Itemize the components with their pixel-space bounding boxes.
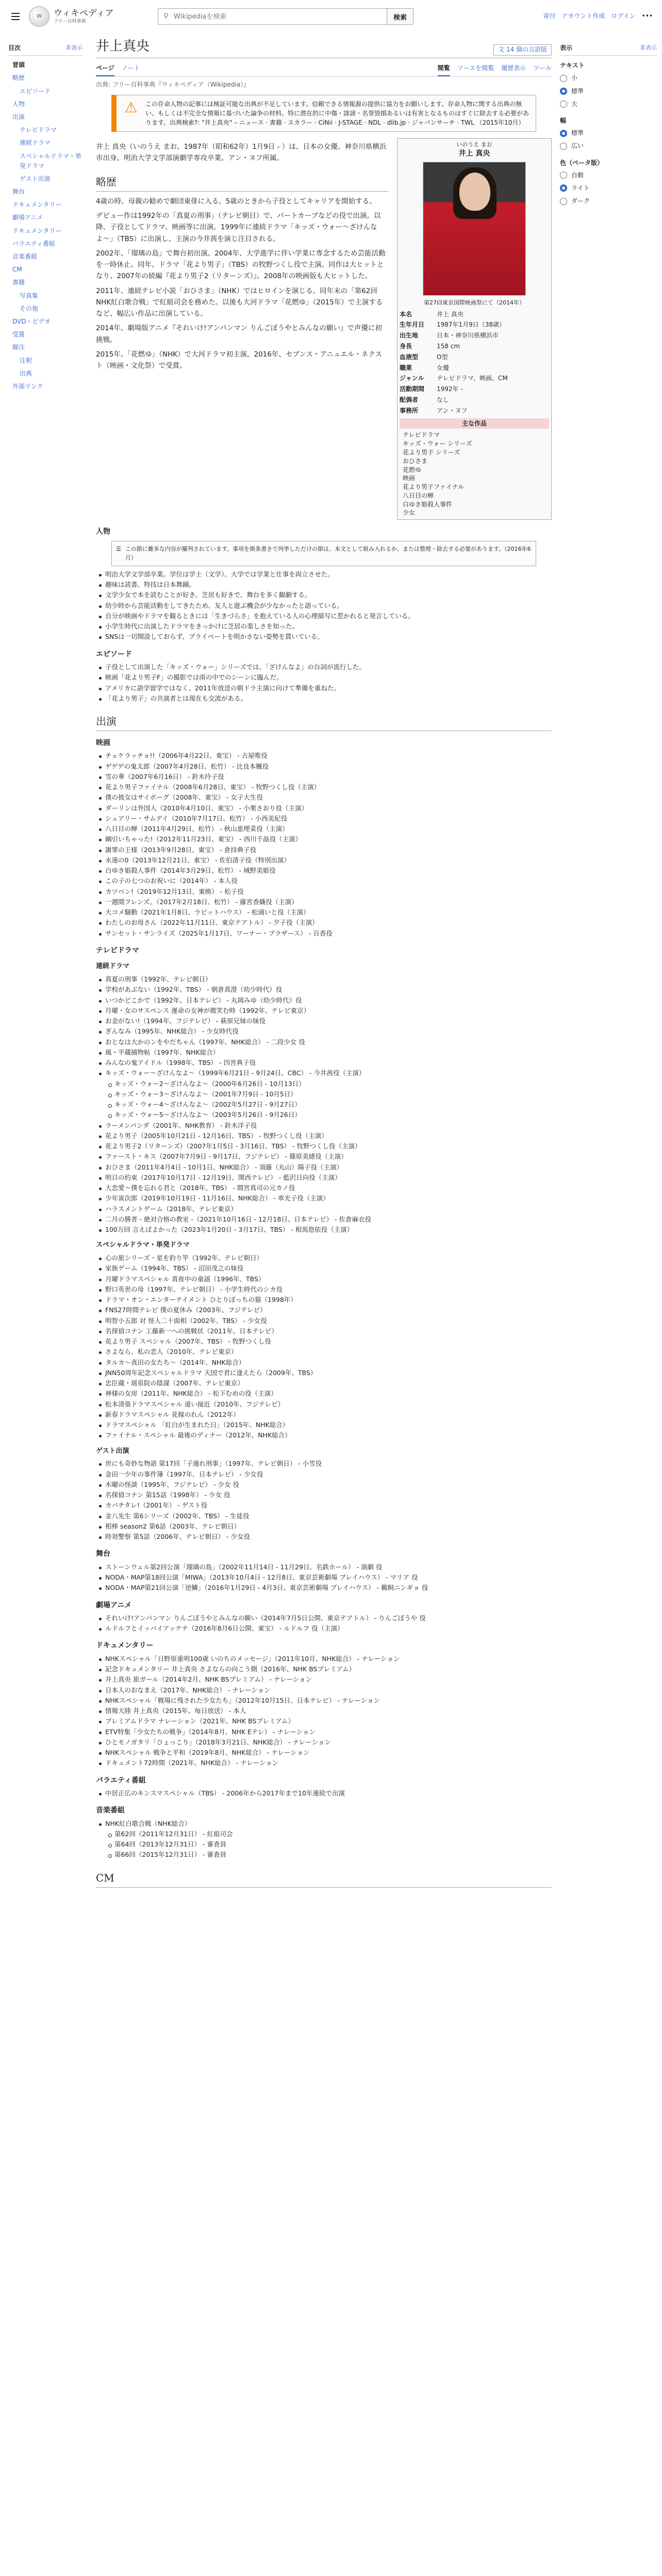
serial-drama-item: 二月の勝者 - 絶対合格の教室 -（2021年10月16日 - 12月18日、日本テレビ） - 佐倉麻衣役 xyxy=(96,1214,552,1225)
width-option[interactable] xyxy=(560,127,657,140)
radio-button[interactable] xyxy=(560,143,567,150)
documentary-item: NHKスペシャル「日野原重明100歳 いのちのメッセージ」（2011年10月、NHK総合） - ナレーション xyxy=(96,1654,552,1664)
search-box xyxy=(158,8,413,25)
serial-drama-item: 少年寅次郎（2019年10月19日 - 11月16日、NHK総合） - 車光子役（主演） xyxy=(96,1193,552,1204)
infobox-row xyxy=(400,373,549,384)
serial-drama-list xyxy=(96,974,552,1235)
film-item: サンセット・サンライズ（2025年1月17日、ワーナー・ブラザース） - 百香役 xyxy=(96,928,552,939)
serial-drama-item: 明日の約束（2017年10月17日 - 12月19日、関西テレビ） - 藍沢日向役（主演） xyxy=(96,1173,552,1183)
main-menu-icon[interactable] xyxy=(7,8,24,25)
guest-item: 木曜の怪談（1995年、フジテレビ） - 少女 役 xyxy=(96,1480,552,1490)
search-icon: ⚲ xyxy=(163,12,169,20)
film-item: 謝罪の王様（2013年9月28日、東宝） - 倉持典子役 xyxy=(96,845,552,855)
page-tabs xyxy=(96,61,552,77)
music-item: 第66回（2015年12月31日） - 審査員 xyxy=(96,1850,552,1860)
episode-item: 「花より男子」の共演者とは現在も交流がある。 xyxy=(96,693,552,704)
documentary-item: プレミアムドラマ ナレーション（2021年、NHK BSプレミアム） xyxy=(96,1716,552,1726)
list-icon: ☰ xyxy=(116,545,121,552)
infobox-key: 事務所 xyxy=(400,406,419,414)
infobox-value: なし xyxy=(437,396,450,403)
top-header xyxy=(0,0,662,33)
infobox-row xyxy=(400,319,549,330)
special-drama-item: ドラマスペシャル 「紅白が生まれた日」（2015年、NHK総合） xyxy=(96,1420,552,1430)
text-size-option[interactable] xyxy=(560,98,657,111)
toc-item[interactable]: 舞台 xyxy=(12,188,25,196)
toc-list xyxy=(8,59,82,393)
infobox-row xyxy=(400,363,549,374)
anime-list xyxy=(96,1613,552,1634)
infobox-key: 血液型 xyxy=(400,353,419,361)
toc-item[interactable]: ドキュメンタリー xyxy=(12,227,62,234)
person-item: 自分が映画やドラマを観るときには「生きづらさ」を抱えている人の心理描写に惹かれると発言している。 xyxy=(96,611,552,621)
serial-drama-item: 大恋愛〜僕を忘れる君と（2018年、TBS） - 間宮真司の元カノ役 xyxy=(96,1183,552,1193)
search-button[interactable]: 検索 xyxy=(387,9,413,24)
career-paragraph: 4歳の時、母親の勧めで劇団東俳に入る。5歳のときから子役としてキャリアを開始する。 xyxy=(96,197,376,206)
serial-drama-item: 学校があぶない（1992年、TBS） - 朝倉真澄（幼少時代）役 xyxy=(96,985,552,995)
infobox-row xyxy=(400,384,549,395)
tab-view-source[interactable]: ソースを閲覧 xyxy=(457,64,494,72)
film-item: 永遠の0（2013年12月21日、東宝） - 佐伯清子役（特別出演） xyxy=(96,855,552,866)
tab-history[interactable]: 履歴表示 xyxy=(501,64,526,72)
film-item: 一週間フレンズ。（2017年2月18日、松竹） - 藤宮香織役（主演） xyxy=(96,897,552,907)
stage-item: NODA・MAP第21回公演「逆鱗」（2016年1月29日 - 4月3日、東京芸術劇場 プレイハウス） - 鵜飼ニンギョ 役 xyxy=(96,1583,552,1593)
section-heading-documentary: ドキュメンタリー xyxy=(96,1641,154,1650)
option-label: 標準 xyxy=(571,129,584,137)
infobox-value: O型 xyxy=(437,353,448,361)
film-item: ダーリンは外国人（2010年4月10日、東宝） - 小栗さおり役（主演） xyxy=(96,803,552,814)
toc-item[interactable]: 劇場アニメ xyxy=(12,214,43,222)
option-label: 広い xyxy=(571,142,584,150)
infobox-key: ジャンル xyxy=(400,375,424,382)
documentary-item: NHKスペシャル「戦場に残された少女たち」（2012年10月15日、日本テレビ） - ナレーション xyxy=(96,1696,552,1706)
serial-drama-item: おとなは大かのンをやだちゃん（1997年、NHK総合） - 二段少女 役 xyxy=(96,1037,552,1047)
tab-talk[interactable]: ノート xyxy=(121,64,140,72)
serial-drama-item: ハラスメントゲーム（2018年、テレビ東京） xyxy=(96,1204,552,1214)
infobox-value: 日本・神奈川県横浜市 xyxy=(437,332,499,340)
infobox-key: 出生地 xyxy=(400,332,419,340)
tab-tools[interactable]: ツール xyxy=(533,64,552,72)
film-item: ゲゲゲの鬼太郎（2007年4月28日、松竹） - 比良本楓役 xyxy=(96,761,552,772)
career-paragraph: 2011年、連続テレビ小説「おひさま」（NHK）ではヒロインを演じる。同年末の「第62回NHK紅白歌合戦」で紅組司会を務めた。以後も大河ドラマ「花燃ゆ」（2015年）で主演するなど、幅広い作品に出演している。 xyxy=(96,286,383,318)
documentary-item: 日本人のおなまえ（2017年、NHK総合） - ナレーション xyxy=(96,1685,552,1696)
special-drama-item: 名探偵コナン 工藤新一への挑戦状（2011年、日本テレビ） xyxy=(96,1326,552,1336)
option-label: ダーク xyxy=(571,197,590,205)
special-drama-item: 忠臣蔵・瑶泉院の陰謀（2007年、テレビ東京） xyxy=(96,1378,552,1388)
toc-item[interactable]: CM xyxy=(12,266,22,274)
career-paragraph: 2002年、「瑠璃の島」で舞台初出演。2004年、大学進学に伴い学業に専念するため芸能活動を一時休止。同年、ドラマ「花より男子」（TBS）の牧野つくし役で主演。同作は大ヒットとなり、2007年の続編『花より男子2（リターンズ）』、2008年の映画版も大ヒットした。 xyxy=(96,249,386,281)
person-list xyxy=(96,569,552,642)
anime-item: それいけ!アンパンマン りんごぼうやとみんなの願い（2014年7月5日公開、東京テアトル） - りんごぼうや 役 xyxy=(96,1613,552,1623)
stage-item: ストーンウェル第2回公演「瑠璃の島」（2002年11月14日 - 11月29日、名鉄ホール） - 演劇 役 xyxy=(96,1562,552,1572)
tab-page[interactable]: ページ xyxy=(96,61,114,76)
color-option[interactable] xyxy=(560,182,657,195)
special-drama-item: タルカ〜真田の女たち〜（2014年、NHK総合） xyxy=(96,1358,552,1368)
special-drama-item: 家族ゲーム（1994年、TBS） - 沼田茂之の妹役 xyxy=(96,1263,552,1274)
infobox-row xyxy=(400,309,549,320)
film-list xyxy=(96,751,552,939)
infobox-value: アン・ヌフ xyxy=(437,406,468,414)
infobox-key: 活動期間 xyxy=(400,385,425,393)
toc-item[interactable]: 冒頭 xyxy=(12,61,25,69)
film-item: カツベン!（2019年12月13日、東映） - 松子役 xyxy=(96,887,552,897)
citation-warning-box xyxy=(111,95,536,132)
toc-item[interactable]: DVD・ビデオ xyxy=(12,317,51,325)
special-drama-item: 花より男子 スペシャル（2007年、TBS） - 牧野つくし役 xyxy=(96,1336,552,1347)
section-heading-career: 略歴 xyxy=(96,174,389,192)
color-option[interactable] xyxy=(560,169,657,182)
infobox-key: 生年月日 xyxy=(400,321,425,329)
serial-drama-item: おひさま（2011年4月4日 - 10月1日、NHK総合） - 須藤（丸山）陽子役（主演） xyxy=(96,1162,552,1173)
infobox-key: 職業 xyxy=(400,364,412,371)
radio-button[interactable] xyxy=(560,184,567,192)
section-heading-anime: 劇場アニメ xyxy=(96,1601,132,1609)
variety-list xyxy=(96,1788,552,1799)
section-heading-variety: バラエティ番組 xyxy=(96,1776,146,1785)
infobox-row xyxy=(400,405,549,416)
more-menu-icon[interactable]: ••• xyxy=(641,12,653,20)
serial-drama-item: 100万回 言えばよかった（2023年1月20日 - 3月17日、TBS） - 相馬悠依役（主演） xyxy=(96,1225,552,1235)
serial-drama-item: ラーメンパンダ（2001年、NHK教育） - 鈴木洋子役 xyxy=(96,1121,552,1131)
infobox-value: 女優 xyxy=(437,364,450,371)
source-note: 出典: フリー百科事典『ウィキペディア（Wikipedia）』 xyxy=(96,80,250,88)
serial-drama-item: キッズ・ウォー3〜ざけんなよ〜（2001年7月9日 - 10月5日） xyxy=(96,1089,552,1099)
person-item: 文学少女で本を読むことが好き。芝居も好きで、舞台を多く観劇する。 xyxy=(96,590,552,600)
option-label: 自動 xyxy=(571,171,584,179)
infobox-key: 身長 xyxy=(400,342,412,350)
toc-item[interactable]: ドキュメンタリー xyxy=(12,201,62,209)
serial-drama-item: お金がない!（1994年、フジテレビ） - 萩原兄妹の妹役 xyxy=(96,1016,552,1026)
music-item: NHK紅白歌合戦（NHK総合） xyxy=(96,1819,552,1829)
search-input[interactable] xyxy=(174,13,387,21)
person-item: 幼少時から芸能活動をしてきたため、友人と遊ぶ機会が少なかったと語っている。 xyxy=(96,601,552,611)
special-drama-item: 松本清張ドラマスペシャル 遠い接近（2010年、フジテレビ） xyxy=(96,1399,552,1410)
infobox-key: 配偶者 xyxy=(400,396,419,403)
career-paragraph: デビュー作は1992年の「真夏の刑事」（テレビ朝日）で、パートカーブなどの役で出演。以降、子役としてドラマ、映画等に出演。1999年に連続ドラマ「キッズ・ウォー〜ざけんなよ〜」（TBS）に出演し、主演の今井茜を演じ注目される。 xyxy=(96,211,381,243)
cleanup-notice xyxy=(111,541,536,566)
serial-drama-item: 風・平蔵捕物帖（1997年、NHK総合） xyxy=(96,1047,552,1058)
film-item: シュアリー・サムデイ（2010年7月17日、松竹） - 小西美紀役 xyxy=(96,814,552,824)
person-item: 趣味は読書、特技は日本舞踊。 xyxy=(96,580,552,590)
serial-drama-item: ぎんなみ（1995年、NHK総合） - 少女時代役 xyxy=(96,1026,552,1037)
stage-item: NODA・MAP第18回公演「MIWA」（2013年10月4日 - 12月8日、東京芸術劇場 プレイハウス） - マリア 役 xyxy=(96,1572,552,1583)
option-label: 大 xyxy=(571,100,578,108)
infobox-row xyxy=(400,352,549,363)
section-heading-tv-drama: テレビドラマ xyxy=(96,946,139,955)
film-item: 雪の華（2007年6月16日） - 鈴木玲子役 xyxy=(96,772,552,782)
toc-item[interactable]: ゲスト出演 xyxy=(20,175,51,182)
language-button[interactable]: 文 14 個の言語版 xyxy=(493,44,552,56)
person-item: 小学生時代に出演したドラマをきっかけに芝居の楽しさを知った。 xyxy=(96,621,552,632)
toc-item[interactable]: その他 xyxy=(20,304,39,312)
toc-item[interactable]: 写真集 xyxy=(20,292,39,299)
toc-item[interactable]: 略歴 xyxy=(12,74,25,82)
film-item: 花より男子ファイナル（2008年6月28日、東宝） - 牧野つくし役（主演） xyxy=(96,782,552,792)
user-links xyxy=(543,11,653,21)
toc-item[interactable]: 外部リンク xyxy=(12,382,43,390)
guest-item: 相棒 season2 第6話（2003年、テレビ朝日） xyxy=(96,1521,552,1532)
section-heading-films: 映画 xyxy=(96,739,110,747)
cleanup-notice-text: この節に雑多な内容が羅列されています。事項を箇条書きで列挙しただけの節は、本文として組み入れるか、または整理・除去する必要があります。（2016年6月） xyxy=(125,545,531,562)
portrait-caption: 第27回東京国際映画祭にて（2014年） xyxy=(424,299,525,307)
episode-item: 子役として出演した「キッズ・ウォー」シリーズでは、「ざけんなよ」の台詞が流行した。 xyxy=(96,662,552,672)
serial-drama-item: キッズ・ウォー5〜ざけんなよ〜（2003年5月26日 - 9月26日） xyxy=(96,1110,552,1120)
toc-item[interactable]: 脚注 xyxy=(12,344,25,351)
serial-drama-item: 花より男子2（リターンズ）（2007年1月5日 - 3月16日、TBS） - 牧野つくし役（主演） xyxy=(96,1141,552,1151)
color-option[interactable] xyxy=(560,195,657,208)
infobox-key: 本名 xyxy=(400,310,412,318)
option-label: ライト xyxy=(571,184,590,192)
serial-drama-item: キッズ・ウォー4〜ざけんなよ〜（2002年5月27日 - 9月27日） xyxy=(96,1099,552,1110)
infobox-value: 158 cm xyxy=(437,342,460,350)
special-drama-item: 心の旅シリーズ・星を釣り竿（1992年、テレビ朝日） xyxy=(96,1253,552,1263)
infobox-value: テレビドラマ、映画、CM xyxy=(437,375,508,382)
citation-warning-text: この存命人物の記事には検証可能な出典が不足しています。信頼できる情報源の提供に協力をお願いします。存命人物に関する出典の無い、もしくは不完全な情報に基づいた論争の材料、特に潜在的に中傷・誹謗・名誉毀損あるいは有害となるものはすぐに除去する必要があります。出典検索?: "井上真央" – ニュース · 書籍 · スカラー · CiNii · J-STAGE · NDL · dlib.jp · ジャパンサーチ · TWL （2015年10月） xyxy=(145,100,529,127)
infobox-row xyxy=(400,395,549,405)
option-label: 標準 xyxy=(571,87,584,95)
guest-item: カバチタレ!（2001年） - ゲスト役 xyxy=(96,1500,552,1511)
special-drama-item: FNS27時間テレビ 僕の夏休み（2003年、フジテレビ） xyxy=(96,1305,552,1315)
width-label: 幅 xyxy=(560,116,567,124)
toc-sidebar xyxy=(0,41,82,393)
guest-item: 名探偵コナン 第15話（1998年） - 少女 役 xyxy=(96,1490,552,1500)
radio-button[interactable] xyxy=(560,88,567,95)
career-paragraph: 2014年、劇場版アニメ『それいけ!アンパンマン りんごぼうやとみんなの願い』で声優に初挑戦。 xyxy=(96,324,382,344)
special-drama-item: 新春ドラマスペシャル 花嫁のれん（2012年） xyxy=(96,1410,552,1420)
toc-item[interactable]: バラエティ番組 xyxy=(12,240,56,247)
special-drama-item: 神様の女房（2011年、NHK総合） - 松下むめの役（主演） xyxy=(96,1388,552,1399)
toc-hide-button[interactable]: 非表示 xyxy=(65,44,82,51)
episode-list xyxy=(96,662,552,704)
film-item: この子の七つのお祝いに（2014年） - 本人役 xyxy=(96,876,552,886)
appearance-panel xyxy=(560,41,657,208)
special-drama-item: 明智小五郎 対 怪人二十面相（2002年、TBS） - 少女役 xyxy=(96,1316,552,1326)
color-label: 色（ベータ版） xyxy=(560,159,604,166)
tab-read[interactable]: 閲覧 xyxy=(438,61,450,76)
infobox-works-heading: 主な作品 xyxy=(400,418,549,429)
special-drama-item: 月曜ドラマスペシャル 真夜中の童謡（1996年、TBS） xyxy=(96,1274,552,1284)
guest-item: 金八先生 第6シリーズ（2002年、TBS） - 生徒役 xyxy=(96,1511,552,1521)
option-label: 小 xyxy=(571,74,578,82)
toc-item[interactable]: テレビドラマ xyxy=(20,126,57,134)
section-heading-person: 人物 xyxy=(96,528,110,536)
text-size-option[interactable] xyxy=(560,72,657,84)
guest-item: 金田一少年の事件簿（1997年、日本テレビ） - 少女役 xyxy=(96,1469,552,1480)
section-heading-stage: 舞台 xyxy=(96,1550,110,1558)
infobox-kana: いのうえ まお xyxy=(456,141,492,148)
special-drama-item: ドラマ・オン・エンターテイメント ひとりぼっちの猫（1998年） xyxy=(96,1295,552,1305)
infobox xyxy=(397,138,552,520)
music-item: 第62回（2011年12月31日） - 紅組司会 xyxy=(96,1829,552,1839)
toc-item[interactable]: 音楽番組 xyxy=(12,253,38,260)
film-item: チェケラッチョ!!（2006年4月22日、東宝） - 古屋唯役 xyxy=(96,751,552,761)
text-size-option[interactable] xyxy=(560,85,657,98)
infobox-works: テレビドラマ キッズ・ウォー シリーズ 花より男子 シリーズ おひさま 花燃ゆ 映画 花より男子ファイナル 八日目の蝉 白ゆき姫殺人事件 少女 xyxy=(403,431,472,517)
person-item: 明治大学文学部卒業。学位は学士（文学）。大学では学業と仕事を両立させた。 xyxy=(96,569,552,580)
film-item: 大コメ騒動（2021年1月8日、ラビットハウス） - 松浦いと役（主演） xyxy=(96,907,552,918)
serial-drama-item: いつかどこかで（1992年、日本テレビ） - 丸岡みゆ（幼少時代）役 xyxy=(96,995,552,1006)
logo-title: ウィキペディア xyxy=(54,8,114,19)
documentary-item: 記念ドキュメンタリー 井上真央 さよならの向こう側（2016年、NHK BSプレミアム） xyxy=(96,1664,552,1674)
donate-link[interactable]: 寄付 xyxy=(543,12,556,20)
toc-item[interactable]: 受賞 xyxy=(12,331,25,338)
special-drama-item: ファイナル・スペシャル 最後のディナー（2012年、NHK総合） xyxy=(96,1430,552,1440)
infobox-row xyxy=(400,341,549,352)
logo-subtitle: フリー百科事典 xyxy=(54,19,86,24)
episode-item: アメリカに語学留学ではなく、2011年放送の朝ドラ主演に向けて準備を重ねた。 xyxy=(96,683,552,693)
toc-item[interactable]: 連続ドラマ xyxy=(20,139,51,147)
career-section xyxy=(96,196,389,372)
serial-drama-item: 花より男子（2005年10月21日 - 12月16日、TBS） - 牧野つくし役（主演） xyxy=(96,1131,552,1141)
warning-icon: ⚠ xyxy=(124,99,138,116)
serial-drama-item: 月曜・女のサスペンス 運命の女神が微笑む時（1992年、テレビ東京） xyxy=(96,1006,552,1016)
documentary-item: NHKスペシャル 戦争と平和（2019年8月、NHK総合） - ナレーション xyxy=(96,1748,552,1758)
section-heading-cm: CM xyxy=(96,1870,552,1888)
appearance-heading: 表示 xyxy=(560,44,573,52)
section-heading-special-drama: スペシャルドラマ・単発ドラマ xyxy=(96,1241,190,1249)
toc-item[interactable]: スペシャルドラマ・単発ドラマ xyxy=(20,152,81,170)
section-heading-serial-drama: 連続ドラマ xyxy=(96,962,130,971)
create-account-link[interactable]: アカウント作成 xyxy=(561,12,605,20)
anime-item: ルドルフとイッパイアッテナ（2016年8月6日公開、東宝） - ルドルフ 役（主演） xyxy=(96,1623,552,1634)
person-item: SNSは一切開設しておらず、プライベートを明かさない姿勢を貫いている。 xyxy=(96,632,552,642)
appearance-hide-button[interactable]: 非表示 xyxy=(640,44,657,51)
infobox-value: 1987年1月9日（38歳） xyxy=(437,321,506,329)
film-item: 白ゆき姫殺人事件（2014年3月29日、松竹） - 城野美姫役 xyxy=(96,866,552,876)
documentary-item: ひとモノガタリ「ひょっこり」（2018年3月21日、NHK総合） - ナレーション xyxy=(96,1737,552,1748)
serial-drama-item: みんなの鬼アイドル（1998年、TBS） - 四宮典子役 xyxy=(96,1058,552,1068)
variety-item: 中居正広のキンスマスペシャル（TBS） - 2006年から2017年まで10年連続で出演 xyxy=(96,1788,552,1799)
infobox-row xyxy=(400,330,549,341)
wikipedia-globe-icon: W xyxy=(29,6,49,27)
film-item: 綱引いちゃった!（2012年11月23日、東宝） - 西川千晶役（主演） xyxy=(96,834,552,844)
serial-drama-item: キッズ・ウォー2〜ざけんなよ〜（2000年6月26日 - 10月13日） xyxy=(96,1079,552,1089)
special-drama-item: 野口英世の母（1997年、テレビ朝日） - 小学生時代のシカ役 xyxy=(96,1284,552,1295)
guest-item: 世にも奇妙な物語 第17回「子連れ刑事」（1997年、テレビ朝日） - 小雪役 xyxy=(96,1459,552,1469)
documentary-item: 情報大陸 井上真央（2015年、毎日放送） - 本人 xyxy=(96,1706,552,1716)
portrait-image[interactable] xyxy=(423,162,526,296)
special-drama-item: さよなら、私の恋人（2010年、テレビ東京） xyxy=(96,1347,552,1357)
toc-item[interactable]: 注釈 xyxy=(20,357,32,364)
infobox-name: 井上 真央 xyxy=(458,149,490,158)
serial-drama-item: 真夏の刑事（1992年、テレビ朝日） xyxy=(96,974,552,985)
toc-heading: 目次 xyxy=(8,44,21,52)
toc-item[interactable]: 人物 xyxy=(12,100,25,108)
site-logo[interactable] xyxy=(29,6,137,27)
music-list xyxy=(96,1819,552,1860)
page-title: 井上真央 xyxy=(96,39,150,54)
guest-list xyxy=(96,1459,552,1542)
documentary-item: ETV特集「少女たちの戦争」（2014年8月、NHK Eテレ） - ナレーション xyxy=(96,1727,552,1737)
infobox-value: 1992年 - xyxy=(437,385,463,393)
serial-drama-item: ファースト・キス（2007年7月9日 - 9月17日、フジテレビ） - 篠原美緒役（主演） xyxy=(96,1151,552,1162)
text-size-label: テキスト xyxy=(560,62,585,70)
section-heading-appearances: 出演 xyxy=(96,713,552,731)
episode-item: 映画「花より男子F」の撮影では雨の中でのシーンに臨んだ。 xyxy=(96,672,552,683)
radio-button[interactable] xyxy=(560,198,567,205)
film-item: わたしのお母さん（2022年11月11日、東京テアトル） - 夕子役（主演） xyxy=(96,918,552,928)
special-drama-list xyxy=(96,1253,552,1441)
radio-button[interactable] xyxy=(560,130,567,137)
section-heading-episode: エピソード xyxy=(96,650,132,658)
music-item: 第64回（2013年12月31日） - 審査員 xyxy=(96,1839,552,1850)
section-heading-guest: ゲスト出演 xyxy=(96,1447,129,1455)
width-option[interactable] xyxy=(560,140,657,152)
infobox-value: 井上 真央 xyxy=(437,310,464,318)
serial-drama-item: キッズ・ウォー〜ざけんなよ〜（1999年6月21日 - 9月24日、CBC） - 今井茜役（主演） xyxy=(96,1068,552,1078)
documentary-list xyxy=(96,1654,552,1769)
radio-button[interactable] xyxy=(560,75,567,82)
toc-item[interactable]: エピソード xyxy=(20,87,51,95)
main-content xyxy=(96,33,552,1892)
documentary-item: ドキュメント72時間（2021年、NHK総合） - ナレーション xyxy=(96,1758,552,1768)
documentary-item: 井上真央 旅ガール（2014年2月、NHK BSプレミアム） - ナレーション xyxy=(96,1674,552,1685)
film-item: 僕の彼女はサイボーグ（2008年、東宝） - 女子大生役 xyxy=(96,792,552,803)
film-item: 八日目の蝉（2011年4月29日、松竹） - 秋山恵理菜役（主演） xyxy=(96,824,552,834)
toc-item[interactable]: 出典 xyxy=(20,369,32,377)
login-link[interactable]: ログイン xyxy=(611,12,636,20)
special-drama-item: JNN50周年記念スペシャルドラマ 天国で君に逢えたら（2009年、TBS） xyxy=(96,1368,552,1378)
toc-item[interactable]: 出演 xyxy=(12,113,25,121)
lead-paragraph: 井上 真央（いのうえ まお、1987年（昭和62年）1月9日 - ）は、日本の女優。神奈川県横浜市出身。明治大学文学部演劇学専攻卒業。アン・ヌフ所属。 xyxy=(96,143,387,163)
section-heading-music: 音楽番組 xyxy=(96,1806,125,1815)
stage-list xyxy=(96,1562,552,1594)
radio-button[interactable] xyxy=(560,172,567,179)
toc-item[interactable]: 書籍 xyxy=(12,279,25,286)
career-paragraph: 2015年、「花燃ゆ」（NHK）で大河ドラマ初主演。2016年、セブンス・アニュエル・ネクスト（映画・文化祭）で受賞。 xyxy=(96,350,383,370)
radio-button[interactable] xyxy=(560,100,567,108)
guest-item: 時効警察 第5話（2006年、テレビ朝日） - 少女役 xyxy=(96,1532,552,1542)
